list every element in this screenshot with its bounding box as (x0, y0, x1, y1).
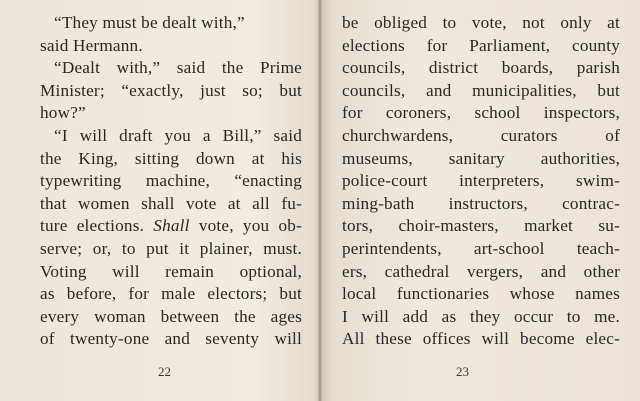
emphasis: Shall (153, 216, 190, 236)
text-line: the King, sitting down at his (40, 148, 302, 168)
text-line: that women shall vote at all fu- (40, 193, 302, 213)
text-line: local functionaries whose names (342, 284, 620, 304)
text-line: be obliged to vote, not only at (342, 13, 620, 32)
text-line: museums, sanitary authorities, (342, 148, 620, 168)
left-page-number: 22 (158, 364, 171, 379)
text-line: I will add as they occur to me. (342, 306, 620, 326)
text-line: “I will draft you a Bill,” said (54, 125, 302, 145)
text-line: “They must be dealt with,” (54, 13, 245, 32)
text-line: All these offices will become elec- (342, 329, 620, 349)
text-line: tors, choir-masters, market su- (342, 216, 620, 236)
text-line: every woman between the ages (40, 306, 302, 326)
text-line: for coroners, school inspectors, (342, 103, 620, 123)
text-line: serve; or, to put it plainer, must. (40, 238, 302, 258)
left-page (0, 0, 318, 401)
text-line: Minister; “exactly, just so; but (40, 80, 302, 100)
text-line: said Hermann. (40, 35, 143, 55)
text-line: councils, district boards, parish (342, 58, 620, 78)
text-line: police-court interpreters, swim- (342, 171, 620, 191)
text-line: ming-bath instructors, contrac- (342, 193, 620, 213)
right-page-number: 23 (456, 364, 469, 379)
text-line: how?” (40, 103, 86, 123)
text-line: “Dealt with,” said the Prime (54, 58, 302, 78)
right-page (322, 0, 640, 401)
text-line: typewriting machine, “enacting (40, 171, 302, 191)
text-line: as before, for male electors; but (40, 284, 302, 304)
text-line: churchwardens, curators of (342, 125, 620, 145)
right-page-text (342, 12, 620, 351)
text-line: of twenty-one and seventy will (40, 329, 302, 349)
text-line: elections for Parliament, county (342, 35, 620, 55)
text-line: ture elections. Shall vote, you ob- (40, 216, 302, 236)
text-line: Voting will remain optional, (40, 261, 302, 281)
text-line: ers, cathedral vergers, and other (342, 261, 620, 281)
text-line: councils, and municipalities, but (342, 80, 620, 100)
left-page-text (40, 12, 302, 351)
text-line: perintendents, art-school teach- (342, 238, 620, 258)
